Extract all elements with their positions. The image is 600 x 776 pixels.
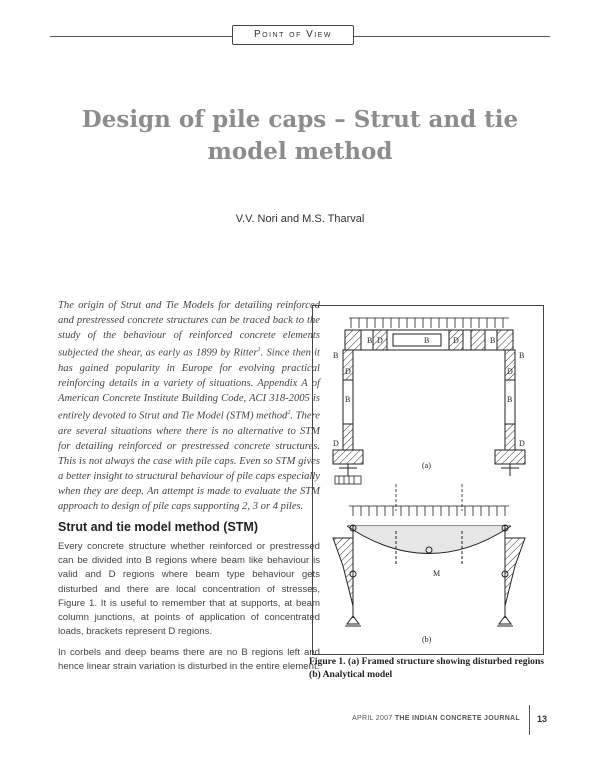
figure-part-b-label: (b) — [422, 635, 432, 644]
section-heading: Strut and tie model method (STM) — [58, 520, 258, 534]
article-title: Design of pile caps – Strut and tie model method — [81, 106, 519, 165]
footer-date: APRIL 2007 — [352, 715, 393, 722]
region-b-label: B — [519, 351, 525, 360]
distributed-load-arrows-b — [349, 484, 509, 516]
analytical-frame-b — [333, 525, 525, 626]
paragraph-2: In corbels and deep beams there are no B regions left and hence linear strain variation is disturbed in the entire element. — [58, 647, 320, 673]
region-d-label: D — [507, 367, 513, 376]
article-authors: V.V. Nori and M.S. Tharval — [235, 213, 365, 225]
region-d-label: D — [519, 439, 525, 448]
region-b-label: B — [424, 336, 430, 345]
footer — [352, 715, 520, 722]
figure-1-drawing — [313, 306, 543, 654]
base-reaction-a — [335, 476, 361, 484]
figure-1 — [312, 305, 544, 655]
region-b-label: B — [490, 336, 496, 345]
region-b-label: B — [333, 351, 339, 360]
page-number: 13 — [537, 714, 548, 724]
paragraph-1: Every concrete structure whether reinforced or prestressed can be divided into B regions where beam like behaviour is valid and D regions where beam type behaviour gets disturbed and there are local concentration of stresses, Figure 1. It is useful to remember that at supports, at beam column junctions, at points of application of concentrated loads, brackets represent D regions. — [58, 541, 320, 638]
region-d-label: D — [333, 439, 339, 448]
abstract — [58, 298, 320, 514]
region-d-label: D — [377, 336, 383, 345]
region-b-label: B — [345, 395, 351, 404]
footer-separator — [529, 705, 530, 735]
distributed-load-arrows-a — [349, 318, 509, 328]
footer-journal: THE INDIAN CONCRETE JOURNAL — [394, 715, 520, 722]
abstract-part-3: . There are several situations where there is no alternative to STM for detailing reinforced or prestressed concrete structures. This is not always the case with pile caps. Even so STM gives a better insight to structural behaviour of pile caps especially when they are deep. An attempt is made to evaluate the STM approach to design of pile caps supporting 2, 3 or 4 piles. — [58, 410, 320, 513]
abstract-part-1: The origin of Strut and Tie Models for detailing reinforced and prestressed concrete structures can be traced back to the study of the behaviour of reinforced concrete elements subjected the shear, as early as 1899 by Ritter — [58, 300, 320, 359]
section-label: Point of View — [232, 25, 354, 45]
figure-caption: Figure 1. (a) Framed structure showing disturbed regions (b) Analytical model — [309, 656, 545, 680]
region-b-label: B — [367, 336, 373, 345]
reference-2: 2 — [287, 410, 291, 417]
region-d-label: D — [453, 336, 459, 345]
region-b-label: B — [507, 395, 513, 404]
reference-1: 1 — [257, 347, 261, 354]
moment-label: M — [433, 569, 441, 578]
figure-part-a-label: (a) — [422, 461, 431, 470]
abstract-part-2: . Since then it has gained popularity in Europe for evolving practical reinforcing details in a variety of situations. Appendix A of American Concrete Institute Building Code, ACI 318-2005 is entirely devoted to Strut and Tie Model (STM) method — [58, 347, 320, 422]
region-d-label: D — [345, 367, 351, 376]
